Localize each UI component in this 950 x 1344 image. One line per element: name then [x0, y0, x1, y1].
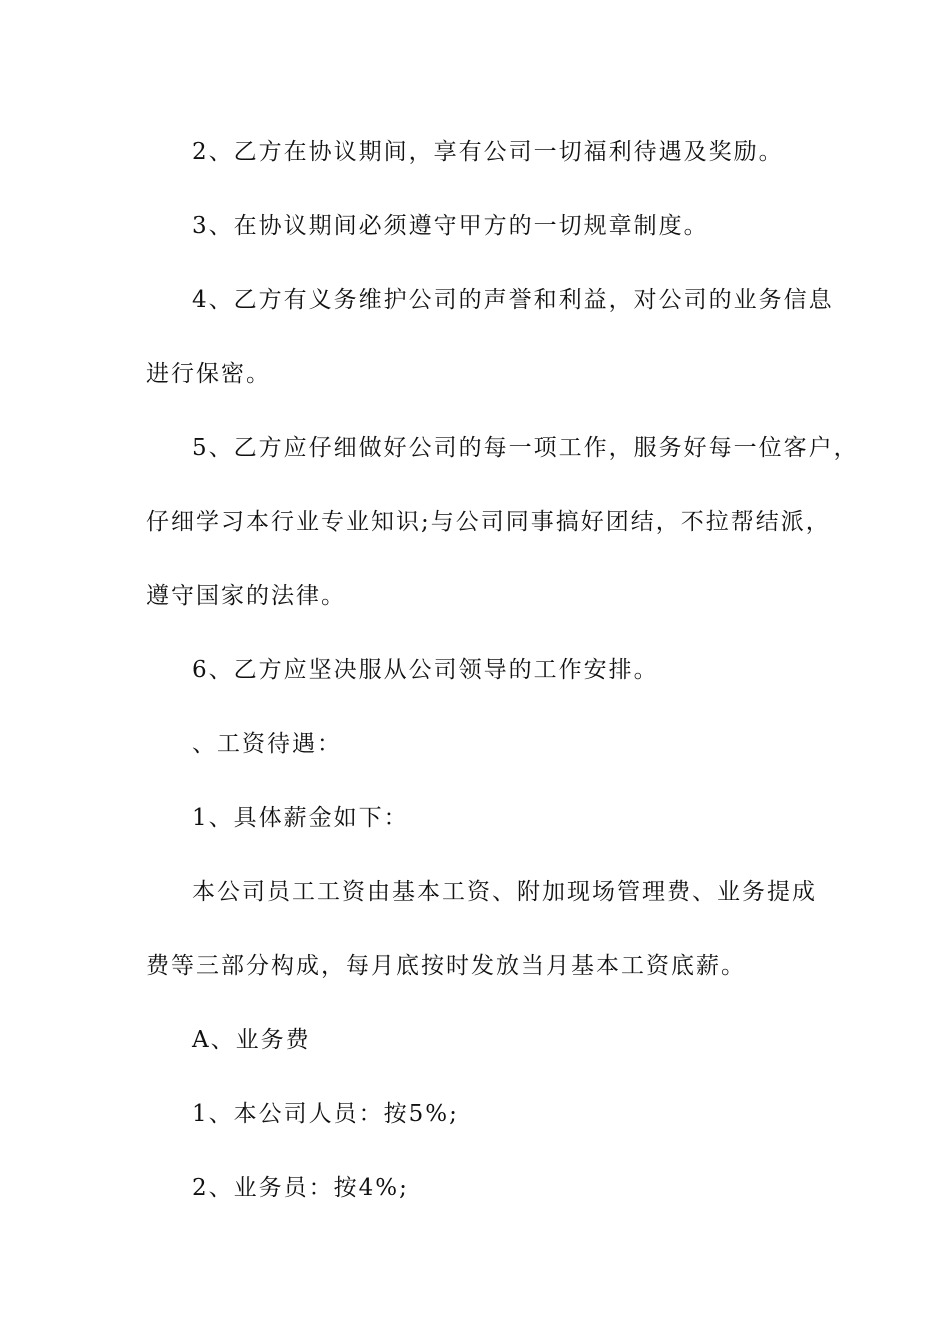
- subsection-heading: A、业务费: [192, 1027, 311, 1053]
- paragraph-line: 本公司员工工资由基本工资、附加现场管理费、业务提成: [192, 879, 817, 905]
- paragraph-line: 1、具体薪金如下：: [192, 805, 409, 831]
- paragraph-line: 6、乙方应坚决服从公司领导的工作安排。: [192, 657, 659, 683]
- paragraph-line: 仔细学习本行业专业知识;与公司同事搞好团结，不拉帮结派，: [146, 509, 831, 535]
- paragraph-line: 5、乙方应仔细做好公司的每一项工作，服务好每一位客户，: [192, 435, 859, 461]
- section-heading: 、工资待遇：: [192, 731, 342, 757]
- paragraph-line: 进行保密。: [146, 361, 271, 387]
- paragraph-line: 2、乙方在协议期间，享有公司一切福利待遇及奖励。: [192, 139, 784, 165]
- paragraph-line: 费等三部分构成，每月底按时发放当月基本工资底薪。: [146, 953, 746, 979]
- paragraph-line: 4、乙方有义务维护公司的声誉和利益，对公司的业务信息: [192, 287, 834, 313]
- paragraph-line: 2、业务员：按4%;: [192, 1175, 409, 1201]
- paragraph-line: 1、本公司人员：按5%;: [192, 1101, 459, 1127]
- paragraph-line: 3、在协议期间必须遵守甲方的一切规章制度。: [192, 213, 709, 239]
- paragraph-line: 遵守国家的法律。: [146, 583, 346, 609]
